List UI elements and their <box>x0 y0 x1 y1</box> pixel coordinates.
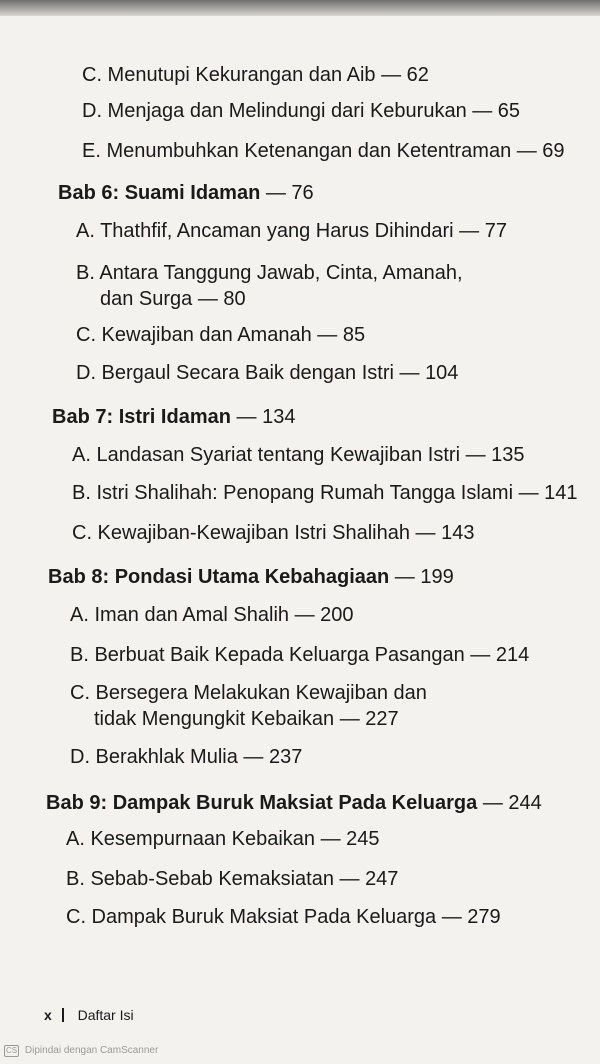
toc-item-text: E. Menumbuhkan Ketenangan dan Ketentraman — 69 <box>82 140 565 162</box>
toc-chapter <box>46 790 542 816</box>
toc-item-continuation: tidak Mengungkit Kebaikan — 227 <box>94 708 399 730</box>
toc-item <box>72 442 525 468</box>
toc-item-text: A. Thathfif, Ancaman yang Harus Dihindari — 77 <box>76 220 507 242</box>
chapter-title: Pondasi Utama Kebahagiaan <box>114 566 390 588</box>
toc-item <box>70 642 529 668</box>
footer-section: Daftar Isi <box>77 1007 134 1023</box>
toc-item-text: A. Iman dan Amal Shalih — 200 <box>70 604 354 626</box>
chapter-page: — 134 <box>236 406 296 428</box>
chapter-number: Bab 9: <box>46 792 108 814</box>
footer-divider <box>62 1008 64 1022</box>
chapter-page: — 76 <box>265 182 314 204</box>
toc-item-text: C. Kewajiban-Kewajiban Istri Shalihah — 143 <box>72 522 475 544</box>
toc-item <box>70 680 427 732</box>
chapter-page: — 199 <box>394 566 454 588</box>
toc-item-text: B. Berbuat Baik Kepada Keluarga Pasangan — 214 <box>70 644 530 666</box>
chapter-title: Dampak Buruk Maksiat Pada Keluarga <box>112 792 478 814</box>
toc-item <box>76 322 365 348</box>
toc-item-continuation: dan Surga — 80 <box>100 288 246 310</box>
camscanner-logo-icon: CS <box>6 1046 18 1055</box>
toc-item <box>66 826 380 852</box>
toc-item-text: C. Kewajiban dan Amanah — 85 <box>76 324 366 346</box>
page-top-shadow <box>0 0 600 16</box>
page-number: x <box>44 1007 52 1023</box>
toc-chapter <box>52 404 295 430</box>
toc-item <box>82 98 520 124</box>
toc-item <box>66 904 501 930</box>
toc-item-text: B. Istri Shalihah: Penopang Rumah Tangga Islami — 141 <box>72 482 578 504</box>
toc-item <box>70 602 354 628</box>
toc-item <box>70 744 302 770</box>
toc-item <box>82 62 429 88</box>
toc-item <box>66 866 398 892</box>
chapter-number: Bab 8: <box>48 566 110 588</box>
page-footer <box>44 1006 134 1024</box>
toc-item <box>72 520 474 546</box>
toc-item-text: C. Bersegera Melakukan Kewajiban dan <box>70 682 427 704</box>
chapter-page: — 244 <box>482 792 542 814</box>
toc-item <box>76 218 507 244</box>
chapter-number: Bab 7: <box>52 406 114 428</box>
chapter-number: Bab 6: <box>58 182 120 204</box>
toc-item-text: D. Menjaga dan Melindungi dari Keburukan — 65 <box>82 100 521 122</box>
toc-item-text: D. Berakhlak Mulia — 237 <box>70 746 303 768</box>
toc-item-text: B. Antara Tanggung Jawab, Cinta, Amanah, <box>76 262 463 284</box>
toc-item-text: A. Landasan Syariat tentang Kewajiban Istri — 135 <box>72 444 525 466</box>
chapter-title: Suami Idaman <box>124 182 261 204</box>
toc-item-text: C. Menutupi Kekurangan dan Aib — 62 <box>82 64 429 86</box>
toc-chapter <box>48 564 454 590</box>
toc-item-text: C. Dampak Buruk Maksiat Pada Keluarga — 279 <box>66 906 501 928</box>
toc-item <box>76 260 463 312</box>
scanner-watermark <box>4 1044 158 1058</box>
toc-chapter <box>58 180 314 206</box>
toc-item-text: D. Bergaul Secara Baik dengan Istri — 104 <box>76 362 459 384</box>
chapter-title: Istri Idaman <box>118 406 231 428</box>
toc-item <box>82 138 565 164</box>
toc-item-text: B. Sebab-Sebab Kemaksiatan — 247 <box>66 868 399 890</box>
toc-item-text: A. Kesempurnaan Kebaikan — 245 <box>66 828 380 850</box>
watermark-text: Dipindai dengan CamScanner <box>24 1045 159 1056</box>
toc-item <box>72 480 578 506</box>
toc-item <box>76 360 458 386</box>
